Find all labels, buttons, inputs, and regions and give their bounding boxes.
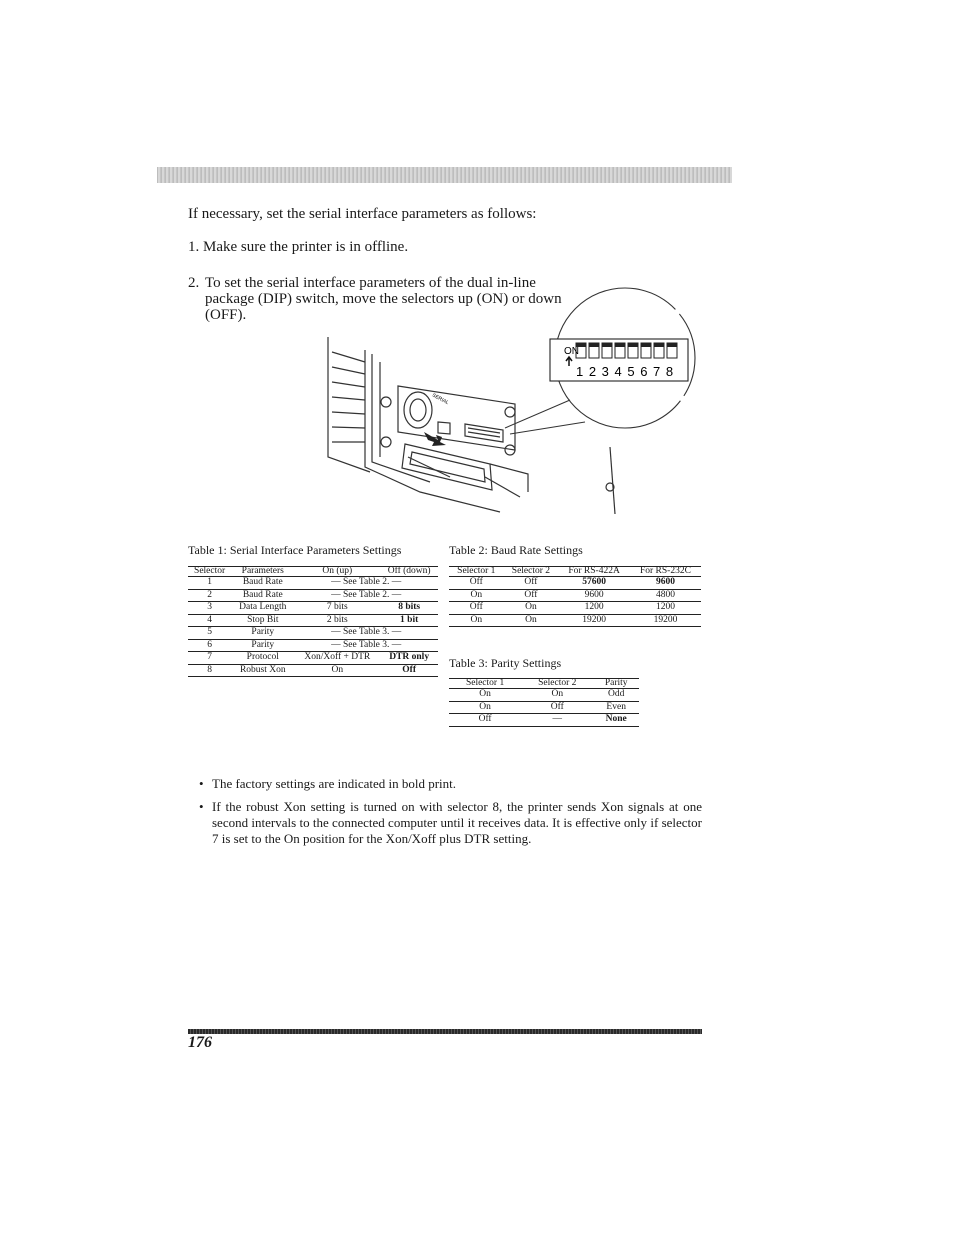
- table-header-row: [188, 567, 438, 577]
- table-cell: 1 bit: [380, 614, 438, 627]
- switch-numbers: 1 2 3 4 5 6 7 8: [576, 364, 675, 379]
- table-cell: Data Length: [231, 602, 294, 615]
- table-cell: 19200: [630, 614, 701, 627]
- table-cell: Off: [504, 589, 559, 602]
- table-row: [449, 701, 639, 714]
- table-row: [188, 577, 438, 590]
- step-number: 2.: [188, 275, 200, 291]
- panel-label: SERIAL: [431, 392, 450, 407]
- table-cell: Off: [449, 714, 521, 727]
- table-row: [449, 589, 701, 602]
- table3-caption: Table 3: Parity Settings: [449, 656, 562, 670]
- printer-dip-switch-illustration: [320, 282, 710, 514]
- table-cell: 2: [188, 589, 231, 602]
- table-cell: Baud Rate: [231, 577, 294, 590]
- table-cell: 6: [188, 639, 231, 652]
- column-header: Parameters: [231, 567, 294, 577]
- table-row: [449, 577, 701, 590]
- table-cell: 4: [188, 614, 231, 627]
- column-header: Off (down): [380, 567, 438, 577]
- table-cell: — See Table 3. —: [294, 639, 438, 652]
- note-text: The factory settings are indicated in bold print.: [212, 776, 457, 791]
- baud-rate-table: [449, 566, 701, 627]
- table-cell: Robust Xon: [231, 664, 294, 677]
- table-row: [449, 602, 701, 615]
- column-header: Selector 2: [521, 679, 593, 689]
- note-text: If the robust Xon setting is turned on with selector 8, the printer sends Xon signals at one second intervals to the connected computer until it receives data. It is effective only if selector 7 is set to the On position for the Xon/Xoff plus DTR setting.: [212, 799, 702, 846]
- table2-caption: Table 2: Baud Rate Settings: [449, 543, 583, 557]
- step-number: 1.: [188, 239, 200, 255]
- table-cell: 19200: [558, 614, 630, 627]
- table-row: [449, 689, 639, 702]
- table-row: [188, 664, 438, 677]
- table-cell: Odd: [593, 689, 639, 702]
- table-cell: 7: [188, 652, 231, 665]
- table-cell: 57600: [558, 577, 630, 590]
- serial-parameters-table: [188, 566, 438, 677]
- column-header: Selector 1: [449, 567, 504, 577]
- table-row: [188, 589, 438, 602]
- step-text: Make sure the printer is in offline.: [203, 239, 409, 255]
- table-cell: On: [449, 589, 504, 602]
- table-cell: 2 bits: [294, 614, 380, 627]
- table-cell: Off: [449, 577, 504, 590]
- table-row: [449, 714, 639, 727]
- table-cell: 9600: [630, 577, 701, 590]
- table-cell: 1200: [630, 602, 701, 615]
- table-cell: 5: [188, 627, 231, 640]
- table-row: [188, 614, 438, 627]
- table-cell: — See Table 2. —: [294, 589, 438, 602]
- header-rule: [157, 167, 732, 183]
- column-header: On (up): [294, 567, 380, 577]
- bullet: •: [199, 776, 204, 791]
- table-cell: Protocol: [231, 652, 294, 665]
- table-row: [188, 627, 438, 640]
- parity-table: [449, 678, 639, 727]
- column-header: For RS-422A: [558, 567, 630, 577]
- table-cell: Xon/Xoff + DTR: [294, 652, 380, 665]
- bullet: •: [199, 799, 204, 814]
- column-header: For RS-232C: [630, 567, 701, 577]
- page-number: 176: [188, 1034, 212, 1051]
- table-row: [188, 602, 438, 615]
- table-cell: On: [294, 664, 380, 677]
- step-1: [188, 239, 408, 255]
- table-cell: On: [504, 614, 559, 627]
- on-label: ON: [564, 346, 579, 357]
- table-cell: Parity: [231, 627, 294, 640]
- table-cell: Baud Rate: [231, 589, 294, 602]
- table-cell: — See Table 2. —: [294, 577, 438, 590]
- table-header-row: [449, 567, 701, 577]
- table-cell: Stop Bit: [231, 614, 294, 627]
- table-cell: Even: [593, 701, 639, 714]
- table-cell: On: [449, 689, 521, 702]
- column-header: Selector: [188, 567, 231, 577]
- column-header: Parity: [593, 679, 639, 689]
- table-cell: 9600: [558, 589, 630, 602]
- column-header: Selector 1: [449, 679, 521, 689]
- footer-rule: [188, 1029, 702, 1034]
- table-cell: 1: [188, 577, 231, 590]
- table-cell: 3: [188, 602, 231, 615]
- table-cell: Off: [521, 701, 593, 714]
- table-cell: On: [504, 602, 559, 615]
- table-row: [449, 614, 701, 627]
- table-cell: 7 bits: [294, 602, 380, 615]
- table-cell: Off: [380, 664, 438, 677]
- table-cell: Off: [449, 602, 504, 615]
- table-cell: Parity: [231, 639, 294, 652]
- table-row: [188, 639, 438, 652]
- table1-caption: Table 1: Serial Interface Parameters Settings: [188, 543, 402, 557]
- table-cell: On: [449, 701, 521, 714]
- table-cell: —: [521, 714, 593, 727]
- table-cell: On: [449, 614, 504, 627]
- table-cell: — See Table 3. —: [294, 627, 438, 640]
- table-cell: 1200: [558, 602, 630, 615]
- table-cell: None: [593, 714, 639, 727]
- column-header: Selector 2: [504, 567, 559, 577]
- table-cell: 8: [188, 664, 231, 677]
- table-cell: On: [521, 689, 593, 702]
- intro-text: If necessary, set the serial interface parameters as follows:: [188, 206, 537, 222]
- step-text: To set the serial interface parameters of the dual in-line package (DIP) switch, move the selectors up (ON) or down (OFF).: [205, 275, 562, 323]
- table-header-row: [449, 679, 639, 689]
- table-cell: Off: [504, 577, 559, 590]
- table-row: [188, 652, 438, 665]
- table-cell: DTR only: [380, 652, 438, 665]
- table-cell: 4800: [630, 589, 701, 602]
- table-cell: 8 bits: [380, 602, 438, 615]
